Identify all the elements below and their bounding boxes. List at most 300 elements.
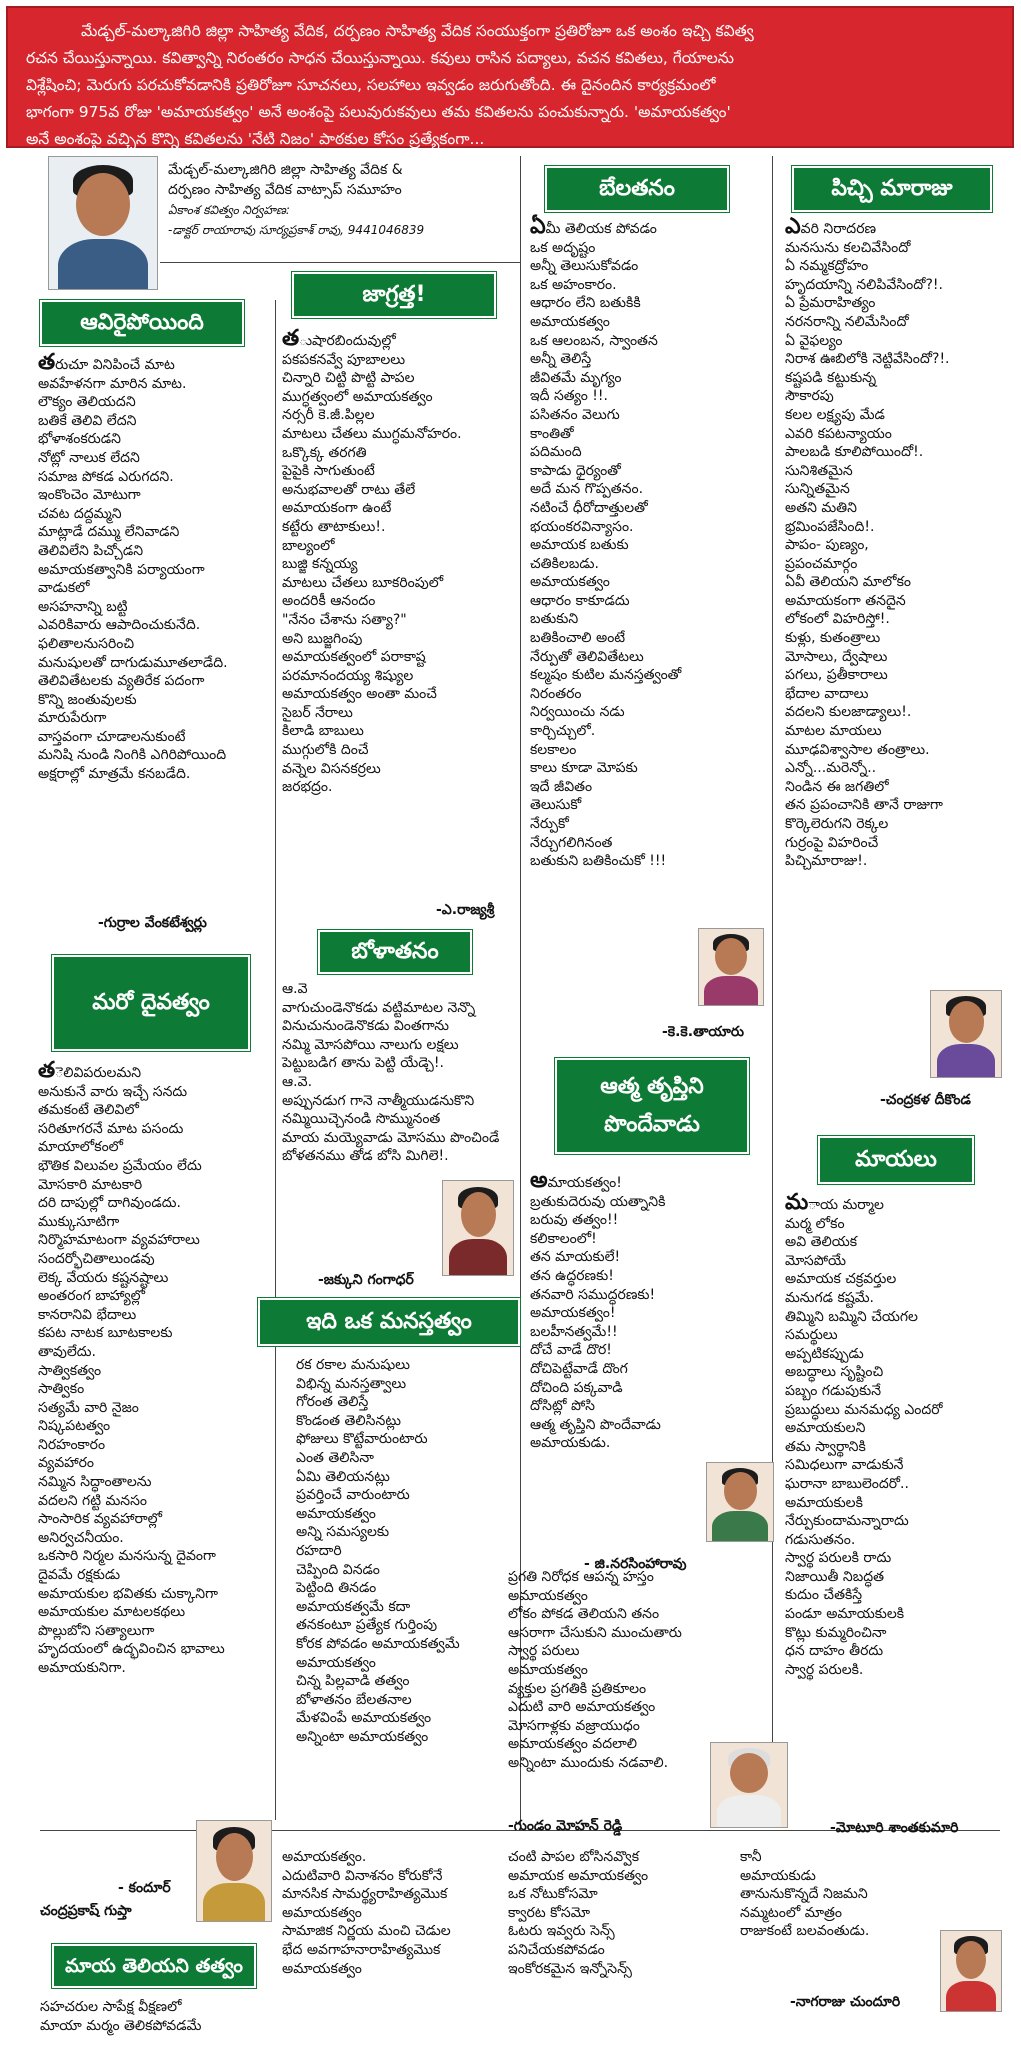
poem-line: అమాయకత్వం! xyxy=(530,1168,622,1193)
poem-line: ఒక నోటుకోసమో xyxy=(508,1886,598,1903)
poem-line: ప్రపంచమార్గం xyxy=(785,555,858,572)
poem-line: బోళాతనం బేలతనాల xyxy=(296,1691,412,1708)
poem-pichi-body xyxy=(785,214,1017,871)
poem-title-atma-text: ఆత్మ తృప్తిని పొందేవాడు xyxy=(600,1074,704,1137)
poem-line: అన్నీ తెలుసుకోవడం xyxy=(530,258,639,275)
poem-line: అమాయకుల భవితకు చుక్కానిగా xyxy=(38,1585,218,1602)
poem-line: మోసాలు, ద్వేషాలు xyxy=(785,648,888,665)
poem-line: కిలాడి బాబులు xyxy=(282,723,364,740)
poem-line: సత్యమే వారి నైజం xyxy=(38,1399,139,1416)
poem-line: తన ప్రపంచానికి తానే రాజుగా xyxy=(785,797,943,814)
poem-line: వాగుచుండెనొకడు వట్టిమాటల నెన్నొ xyxy=(282,999,476,1016)
poem-line: బతుకుని xyxy=(530,611,579,628)
poem-line: కాలు కూడా మోపకు xyxy=(530,760,638,777)
poem-title-mayalu: మాయలు xyxy=(818,1136,974,1184)
poem-line: అమాయకులని xyxy=(785,1420,866,1437)
poem-line: కానరానివి భేదాలు xyxy=(38,1306,137,1323)
group-line-2: దర్పణం సాహిత్య వేదిక వాట్సాప్ సమూహం xyxy=(168,182,402,198)
poem-line: క్వారట కోసమో xyxy=(508,1904,591,1921)
poem-line: ముగ్ధత్వంలో అమాయకత్వం xyxy=(282,388,433,405)
poem-idi-body xyxy=(296,1356,520,1746)
poem-line: నర్సరీ కె.జీ.పిల్లల xyxy=(282,407,375,424)
poem-line: నిర్వయించు నడు xyxy=(530,704,625,721)
poem-line: ఆ.వె. xyxy=(282,1073,313,1090)
banner-line: మేడ్చల్-మల్కాజిగిరి జిల్లా సాహిత్య వేదిక, దర్పణం సాహిత్య వేదిక సంయుక్తంగా ప్రతిరోజూ ఒక అంశం ఇచ్చి కవిత్వ xyxy=(81,22,754,40)
poem-line: గోరంత తెలిస్తే xyxy=(296,1394,369,1411)
poem-line: గడుసుతనం. xyxy=(785,1531,856,1548)
poem-line: తమకంటే తెలివిలో xyxy=(38,1102,139,1119)
poem-line: భయంకరవిన్యాసం. xyxy=(530,518,634,535)
poem-line: బాల్యంలో xyxy=(282,537,335,554)
poem-maya-col-3 xyxy=(508,1848,728,1978)
poem-line: అమాయకత్వం అంతా మంచే xyxy=(282,686,437,703)
poem-line: "నేనం చేశాను సత్యా?" xyxy=(282,611,407,628)
poem-line: కొండంత తెలిసినట్లు xyxy=(296,1412,401,1429)
poem-title-atma xyxy=(555,1058,749,1154)
poem-line: మాటలు చేతలు ముగ్ధమనోహరం. xyxy=(282,425,462,442)
poem-line: రాజుకంటే బలవంతుడు. xyxy=(740,1923,870,1940)
poem-line: ఎవరికివారు ఆపాదించుకునేది. xyxy=(38,617,201,634)
poem-line: కల్మషం కుటిల మనస్తత్వంతో xyxy=(530,667,682,684)
poem-line: అమాయకత్వం. xyxy=(282,1849,367,1865)
poem-line: కొట్లు కుమ్మరించినా xyxy=(785,1624,887,1641)
poem-line: పకపకనవ్వే పూబాలలు xyxy=(282,351,406,368)
poem-line: రహదారి xyxy=(296,1542,342,1559)
poem-line: కట్టేరు తాటాకులు!. xyxy=(282,518,386,535)
poem-line: నిష్కపటత్వం xyxy=(38,1418,111,1435)
drop-cap: మ xyxy=(785,1190,809,1215)
poem-line: తానునుకొన్నదే నిజమని xyxy=(740,1886,868,1903)
poem-line: లోకం పోకడ తెలియని తనం xyxy=(508,1606,660,1623)
poem-line: హృదయాన్ని నలిపివేసిందో?!. xyxy=(785,276,943,293)
poem-line: తెలివిపరులమని xyxy=(38,1058,142,1083)
poem-line: తన మాయకులే! xyxy=(530,1249,621,1266)
poem-line: వదలని గట్టి మనసం xyxy=(38,1492,148,1509)
poem-maya-col-4 xyxy=(740,1848,920,1941)
poem-line: సందర్భోచితాలుండవు xyxy=(38,1250,155,1267)
poem-line: అనుకునే వారు ఇచ్చే సనదు xyxy=(38,1083,188,1100)
poem-line: బరువు తత్వం!! xyxy=(530,1212,619,1229)
poem-line: వాస్తవంగా చూడాలనుకుంటే xyxy=(38,728,186,745)
poem-line: అవహేళనగా మారిన మాట. xyxy=(38,375,187,392)
poem-belatanam-body xyxy=(530,214,770,871)
poem-line: పైపైకి సాగుతుంటే xyxy=(282,463,375,480)
poem-line: ముక్కుసూటిగా xyxy=(38,1213,120,1230)
poem-line: అమాయకత్వం xyxy=(530,574,610,591)
poem-line: బతికే తెలివి లేదని xyxy=(38,412,137,429)
poem-line: అన్నింటా ముందుకు నడవాలి. xyxy=(508,1754,669,1771)
poem-line: రక రకాల మనుషులు xyxy=(296,1357,410,1373)
poem-line: నిజాయితీ నిబద్ధత xyxy=(785,1568,884,1585)
poem-line: నిరాశ ఊబిలోకి నెట్టివేసిందో?!. xyxy=(785,351,950,368)
poem-line: చవట దద్దమ్మని xyxy=(38,505,122,522)
poem-line: నమ్మి మోసపోయి నాలుగు లక్షలు xyxy=(282,1036,459,1053)
poem-line: కలికాలంలో! xyxy=(530,1230,597,1247)
banner-line: భాగంగా 975వ రోజు 'అమాయకత్వం' అనే అంశంపై పలువురుకవులు తమ కవితలను పంచుకున్నారు. 'అమాయకత్వం' xyxy=(26,103,731,121)
poem-line: నమ్మటంలో మాత్రం xyxy=(740,1904,842,1921)
poem-line: అప్పునడుగ గానె నాత్మీయుడనుకొని xyxy=(282,1092,475,1109)
poem-line: పెట్టింది తినడం xyxy=(296,1580,377,1597)
author-photo-pragathi xyxy=(710,1742,788,1828)
poem-line: భౌతిక విలువల ప్రమేయం లేదు xyxy=(38,1157,202,1174)
poem-line: దోచింది పక్కవాడి xyxy=(530,1379,623,1396)
poem-line: బతుకుని బతికించుకో !!! xyxy=(530,853,667,870)
poem-line: సాంసారిక వ్యవహారాల్లో xyxy=(38,1511,163,1528)
poem-line: కాపాడు ధైర్యంతో xyxy=(530,462,621,479)
poem-line: అమాయకుడు xyxy=(740,1867,816,1884)
poem-line: తిమ్మిని బమ్మిని చేయగల xyxy=(785,1308,918,1325)
banner-line: విశ్లేషించి; మెరుగు పరచుకోవడానికి ప్రతిరోజూ సూచనలు, సలహాలు ఇవ్వడం జరుగుతోంది. ఈ దైనందిన కార్యక్రమంలో xyxy=(26,76,716,94)
poem-line: అమాయకత్వం xyxy=(282,1904,362,1921)
poem-line: మోసగాళ్లకు వజ్రాయుధం xyxy=(508,1717,640,1734)
author-maro-1: - కందూర్ xyxy=(118,1880,171,1896)
poem-line: అమాయకత్వం! xyxy=(530,1305,616,1322)
poem-line: గుర్రంపై విహరించే xyxy=(785,834,879,851)
poem-line: విభిన్న మనస్తత్వాలు xyxy=(296,1375,407,1392)
drop-cap: త xyxy=(38,1058,56,1083)
poem-line: తరుచూ వినిపించే మాట xyxy=(38,350,175,375)
drop-cap: ఎ xyxy=(785,214,801,239)
poem-line: ఓటరు ఇవ్వరు సెన్స్ xyxy=(508,1923,615,1940)
poem-line: మనిషి నుండి నింగికి ఎగిరిపోయింది xyxy=(38,747,227,764)
poem-title-maya: మాయ తెలియని తత్వం xyxy=(52,1944,256,1988)
poem-line: స్వార్థ పరులకి రాదు xyxy=(785,1550,892,1567)
poem-title-belatanam: బేలతనం xyxy=(545,166,729,212)
poem-line: అందరికీ ఆనందం xyxy=(282,593,376,610)
poem-line: ఒక్కొక్క తరగతి xyxy=(282,444,367,461)
poem-line: అమాయకుల మాటలకథలు xyxy=(38,1604,186,1621)
author-pragathi: -గుండం మోహన్ రెడ్డి xyxy=(508,1818,623,1834)
poem-maro-body xyxy=(38,1058,274,1678)
poem-line: అప్పటికప్పుడు xyxy=(785,1345,864,1362)
author-photo-belatanam xyxy=(698,928,764,1006)
poem-line: తావులేదు. xyxy=(38,1343,96,1360)
poem-line: ఇంకోరకమైన ఇన్నోసెన్స్ xyxy=(508,1960,632,1977)
poem-line: దోసిట్లో పోసి xyxy=(530,1398,595,1415)
poem-line: పొల్లుబోని సత్యాలుగా xyxy=(38,1622,155,1639)
poem-line: అమాయక చక్రవర్తుల xyxy=(785,1271,897,1288)
poem-line: సమిధలుగా వాడుకునే xyxy=(785,1457,904,1474)
poem-line: వాడుకలో xyxy=(38,580,90,597)
poem-line: పండూ అమాయకులకి xyxy=(785,1606,905,1623)
poem-line: మనసును కలచివేసిందో xyxy=(785,239,911,256)
poem-line: ఫోజులు కొట్టేవారుంటారు xyxy=(296,1431,428,1448)
poem-line: ఒకసారి నిర్మల మనసున్న దైవంగా xyxy=(38,1548,216,1565)
poem-line: ఆధారం లేని బతుకికి xyxy=(530,295,641,312)
poem-line: మాయ మయ్యెవాడు మోసము పొంచిండే xyxy=(282,1129,500,1146)
divider xyxy=(160,262,520,263)
poem-line: వ్యక్తుల ప్రగతికి ప్రతికూలం xyxy=(508,1680,647,1697)
poem-line: భేద అవగాహనారాహిత్యమొక xyxy=(282,1941,441,1958)
poem-line: ఏ ప్రేమరాహిత్యం xyxy=(785,295,876,312)
poem-title-pichi: పిచ్చి మారాజు xyxy=(792,166,992,212)
poem-line: కోరక పోవడం అమాయకత్వమే xyxy=(296,1635,460,1652)
author-belatanam: -కె.కె.తాయారు xyxy=(662,1024,745,1040)
poem-line: అమాయకులకి xyxy=(785,1494,863,1511)
author-photo-pichi xyxy=(930,990,1002,1078)
poem-line: వదలని కులజాడ్యాలు!. xyxy=(785,704,912,721)
intro-banner xyxy=(6,6,1014,148)
poem-avirai-body xyxy=(38,350,274,784)
poem-line: ధన దాహం తీరదు xyxy=(785,1643,884,1660)
poem-line: మాటల మాయలు xyxy=(785,723,882,740)
poem-line: స్వార్థ పరులకి. xyxy=(785,1661,864,1678)
poem-line: దోచే వాడే దొర! xyxy=(530,1342,612,1359)
poem-line: నేర్పుకో xyxy=(530,816,569,832)
group-line-4: -డాక్టర్ రాయారావు సూర్యప్రకాశ్ రావు, 9441046839 xyxy=(168,223,425,237)
author-mayalu: -మోటూరి శాంతకుమారి xyxy=(830,1820,959,1836)
poem-line: అని బుజ్జగింపు xyxy=(282,630,363,647)
poem-line: ఒక అహంకారం. xyxy=(530,276,617,293)
poem-line: తమ స్వార్థానికి xyxy=(785,1438,866,1455)
group-line-3: ఏకాంశ కవిత్వం నిర్వహణ: xyxy=(168,203,290,217)
poem-line: సమర్థులు xyxy=(785,1327,838,1344)
poem-line: సహచరుల సాపేక్ష వీక్షణలో xyxy=(40,1999,182,2015)
author-photo-maro xyxy=(196,1820,272,1922)
poem-atma-body xyxy=(530,1168,770,1453)
poem-line: ముగ్గులోకి దించే xyxy=(282,742,369,759)
author-bolatanam: -జక్కుని గంగాధర్ xyxy=(318,1272,414,1288)
poem-line: బలహీనత్వమే!! xyxy=(530,1323,618,1340)
poem-line: అమాయకత్వంలో పరాకాష్ట xyxy=(282,649,426,666)
drop-cap: త xyxy=(38,350,56,375)
poem-line: అమాయకత్వం xyxy=(530,313,610,330)
poem-line: చిన్నారి చిట్టి పొట్టి పాపల xyxy=(282,370,415,387)
poem-line: నోట్లో నాలుక లేదని xyxy=(38,449,140,466)
poem-maya-col-1 xyxy=(40,1998,280,2035)
poem-line: కాంతితో xyxy=(530,425,574,442)
author-atma: - జి.నరసింహారావు xyxy=(584,1556,687,1572)
poem-line: ఇదే జీవితం xyxy=(530,778,593,795)
poem-line: సాత్వికత్వం xyxy=(38,1362,102,1379)
author-photo-maya xyxy=(940,1930,1002,2012)
poem-line: కార్చిచ్చులో. xyxy=(530,723,596,740)
author-pichi: -చంద్రకళ దీకొండ xyxy=(880,1092,971,1108)
poem-line: ఏవీ తెలియని మాలోకం xyxy=(785,574,911,591)
author-avirai: -గుర్రాల వేంకటేశ్వర్లు xyxy=(98,915,207,931)
poem-line: నేర్చుగలిగినంత xyxy=(530,834,613,851)
poem-line: అమాయకత్వానికి పర్యాయంగా xyxy=(38,561,205,578)
poem-line: నమ్మిన సిద్ధాంతాలను xyxy=(38,1474,152,1491)
banner-line: రచన చేయిస్తున్నాయి. కవిత్వాన్ని నిరంతరం సాధన చేయిస్తున్నాయి. కవులు రాసిన పద్యాలు, వచన కవితలు, గేయాలను xyxy=(26,49,734,67)
poem-line: లౌక్యం తెలియదని xyxy=(38,394,136,411)
poem-line: నిరంతరం xyxy=(530,685,582,702)
poem-line: పాపం- పుణ్యం, xyxy=(785,537,869,554)
poem-line: చెప్పింది వినడం xyxy=(296,1561,380,1578)
poem-line: కొర్కెలెరుగని రెక్కల xyxy=(785,816,889,832)
poem-line: అంతరంగ బాహ్యాల్లో xyxy=(38,1288,146,1305)
poem-title-bolatanam: బోళాతనం xyxy=(318,930,472,974)
poem-line: నేర్పుకుందామన్నారాదు xyxy=(785,1513,909,1530)
poem-maya-col-2 xyxy=(282,1848,502,1978)
poem-line: మాయా మర్మం తెలికపోవడమే xyxy=(40,2017,202,2034)
poem-line: నరనరాన్ని నలిమేసిందో xyxy=(785,313,909,330)
poem-mayalu-body xyxy=(785,1190,1017,1679)
poem-line: కొన్ని జంతువులకు xyxy=(38,691,137,708)
poem-line: మర్మ లోకం xyxy=(785,1215,845,1232)
poem-line: తనకంటూ ప్రత్యేక గుర్తింపు xyxy=(296,1617,438,1634)
poem-line: జీవితమే మృగ్యం xyxy=(530,369,622,386)
poem-line: తనవారి సముద్ధరణకు! xyxy=(530,1286,656,1303)
poem-line: సాత్వికం xyxy=(38,1381,85,1398)
poem-line: తెలివిలేని పిచ్చోడని xyxy=(38,542,144,559)
poem-line: ఏ వైఫల్యం xyxy=(785,332,843,349)
poem-line: బోళతనము తోడ బోసి మిగిలె!. xyxy=(282,1148,449,1165)
poem-line: మానసిక సామర్థ్యరాహిత్యమొక xyxy=(282,1886,448,1903)
poem-line: ఎంత తెలిసినా xyxy=(296,1449,374,1466)
poem-line: లోకంలో విహరిస్తో!. xyxy=(785,611,890,628)
poem-line: నిర్మొహమాటంగా వ్యవహారాలు xyxy=(38,1232,200,1249)
poem-line: అమాయకంగా ఉంటే xyxy=(282,500,392,517)
poem-line: సౌకారపు xyxy=(785,388,834,405)
poem-line: అమాయకుడు. xyxy=(530,1435,611,1452)
poem-line: సామాజిక నిర్ణయ మంచి చెడుల xyxy=(282,1923,451,1940)
poem-line: ఇదీ సత్యం !!. xyxy=(530,388,608,405)
poem-line: మనుషులతో దాగుడుమూతలాడేది. xyxy=(38,654,228,671)
poem-line: కుళ్లు, కుతంత్రాలు xyxy=(785,630,881,647)
poem-line: ఎవరి నిరాదరణ xyxy=(785,214,877,239)
poem-line: మనుగడ కష్టమే. xyxy=(785,1289,875,1306)
poem-line: పనిచేయకపోవడం xyxy=(508,1941,605,1958)
poem-line: భేదాల వాదాలు xyxy=(785,685,869,702)
group-heading xyxy=(168,160,424,240)
poem-line: నమ్మియిచ్చెనండి సొమ్మునంత xyxy=(282,1111,441,1128)
poem-line: మేళవింపే అమాయకత్వం xyxy=(296,1710,432,1727)
poem-line: అవి తెలియక xyxy=(785,1234,858,1251)
poem-line: నిరహంకారం xyxy=(38,1436,106,1453)
poem-line: పరమానందయ్య శిష్యుల xyxy=(282,667,414,684)
poem-line: ఘరానా బాబులెందరో.. xyxy=(785,1475,909,1492)
poem-line: బతికించాలి అంటే xyxy=(530,630,626,647)
poem-title-avirai: ఆవిరైపోయింది xyxy=(40,300,244,346)
poem-line: కష్టపడి కట్టుకున్న xyxy=(785,369,877,386)
poem-line: అనిర్వచనీయం. xyxy=(38,1529,124,1546)
poem-line: తెలుసుకో xyxy=(530,797,582,814)
poem-line: సైబర్ నేరాలు xyxy=(282,704,353,721)
organizer-photo xyxy=(48,156,158,290)
poem-line: ప్రగతి నిరోధక ఆపన్న హస్తం xyxy=(508,1569,654,1585)
poem-line: అమాయక బతుకు xyxy=(530,537,629,554)
poem-line: దోచిపెట్టేవాడే దొంగ xyxy=(530,1360,628,1377)
poem-line: అమాయకత్వం xyxy=(296,1505,376,1522)
poem-line: అమాయకునిగా. xyxy=(38,1660,126,1676)
poem-line: మాయ మర్మాల xyxy=(785,1190,884,1215)
poem-line: అమాయకత్వమే కదా xyxy=(296,1598,411,1615)
poem-line: పగలు, ప్రతీకారాలు xyxy=(785,667,888,684)
poem-line: మారుపేరుగా xyxy=(38,710,107,727)
author-maro-2: చంద్రప్రకాష్ గుప్తా xyxy=(40,1903,132,1919)
author-maya: -నాగరాజు చుందూరి xyxy=(790,1994,901,2010)
poem-line: ఆసరాగా చేసుకుని ముంచుతారు xyxy=(508,1624,682,1641)
poem-title-jagratha: జాగ్రత్త! xyxy=(292,272,496,318)
poem-title-idi: ఇది ఒక మనస్తత్వం xyxy=(258,1298,520,1346)
poem-line: కపట నాటక బూటకాలకు xyxy=(38,1325,173,1342)
poem-line: చంటి పాపల బోసినవ్వొక xyxy=(508,1849,640,1865)
poem-line: అన్నింటా అమాయకత్వం xyxy=(296,1728,429,1745)
poem-line: అన్నీ తెలిస్తే xyxy=(530,351,592,368)
poem-line: కలల లక్ష్యపు మేడ xyxy=(785,406,885,423)
poem-line: అదే మన గొప్పతనం. xyxy=(530,481,644,498)
poem-line: నిండిన ఈ జగతిలో xyxy=(785,778,889,795)
poem-line: కుదుం చేతకిస్తే xyxy=(785,1587,863,1604)
poem-line: బ్రతుకుదెరువు యత్నానికి xyxy=(530,1193,666,1210)
poem-line: దైవమే రక్షకుడు xyxy=(38,1567,121,1584)
poem-line: అమాయకత్వం xyxy=(508,1587,588,1604)
poem-line: తెలివితేటలకు వ్యతిరేక పదంగా xyxy=(38,673,205,690)
author-photo-bolatanam xyxy=(442,1180,514,1276)
poem-line: ఆ.వె xyxy=(282,981,308,997)
banner-line: అనే అంశంపై వచ్చిన కొన్ని కవితలను 'నేటి నిజం' పాఠకుల కోసం ప్రత్యేకంగా... xyxy=(26,130,485,148)
poem-line: నటించే ధీరోదాత్తులతో xyxy=(530,499,648,516)
poem-line: అమాయకత్వం xyxy=(296,1654,376,1671)
poem-line: అమాయకత్వం xyxy=(508,1661,588,1678)
poem-line: సునిశితమైన xyxy=(785,462,853,479)
poem-line: కలకాలం xyxy=(530,741,577,758)
poem-line: అన్ని సమస్యలకు xyxy=(296,1524,390,1541)
poem-line: ఎదుటివారి వినాశనం కోరుకోనే xyxy=(282,1867,443,1884)
poem-line: అసహనాన్ని బట్టి xyxy=(38,598,128,615)
poem-line: ఆత్మ తృప్తిని పొందేవాడు xyxy=(530,1416,661,1433)
poem-line: పబ్బం గడుపుకునే xyxy=(785,1382,882,1399)
poem-jagratha-body xyxy=(282,326,518,797)
poem-line: ఏమి తెలియనట్లు xyxy=(296,1468,390,1485)
drop-cap: అ xyxy=(530,1168,548,1193)
poem-line: జరభద్రం. xyxy=(282,779,333,796)
poem-line: ఎన్నో...మరెన్నో.. xyxy=(785,760,877,777)
poem-line: వ్యవహారం xyxy=(38,1455,95,1472)
drop-cap: త xyxy=(282,326,300,351)
poem-line: ఎదుటి వారి అమాయకత్వం xyxy=(508,1699,656,1716)
group-line-1: మేడ్చల్-మల్కాజిగిరి జిల్లా సాహిత్య వేదిక & xyxy=(168,162,403,178)
poem-line: ప్రవర్తించే వారుంటారు xyxy=(296,1487,410,1504)
poem-line: లెక్క వేయరు కష్టనష్టాలు xyxy=(38,1269,169,1286)
poem-line: తన ఉద్ధరణకు! xyxy=(530,1267,614,1284)
poem-line: వన్నెల విసనకర్రలు xyxy=(282,760,381,777)
author-photo-atma xyxy=(706,1462,774,1542)
poem-line: భ్రమింపజేసింది!. xyxy=(785,518,875,535)
poem-line: నేర్పుతో తెలివితేటలు xyxy=(530,648,644,665)
poem-line: మాట్లాడే దమ్ము లేనివాడని xyxy=(38,524,180,541)
poem-line: ఒక అదృష్టం xyxy=(530,239,596,256)
poem-line: మోసకారి మాటకారి xyxy=(38,1176,143,1193)
poem-line: ఇంకొంచెం మోటుగా xyxy=(38,487,141,504)
poem-title-maro-text: మరో దైవత్వం xyxy=(92,990,210,1015)
poem-line: హృదయంలో ఉద్భవించిన భావాలు xyxy=(38,1641,225,1658)
poem-line: ప్రబుద్ధులు మనమధ్య ఎందరో xyxy=(785,1401,943,1418)
poem-line: ఎవరి కపటన్యాయం xyxy=(785,425,892,442)
poem-line: పాలబడి కూలిపోయిందో!. xyxy=(785,444,924,461)
poem-line: మాయాలోకంలో xyxy=(38,1139,124,1156)
poem-line: పిచ్చిమారాజు!. xyxy=(785,853,868,870)
poem-line: వినుచునుండెనొకడు వింతగాను xyxy=(282,1018,449,1035)
poem-line: పసితనం వెలుగు xyxy=(530,406,620,423)
poem-line: భోళాశంకరుడని xyxy=(38,431,121,448)
poem-line: అక్షరాల్లో మాత్రమే కనబడేది. xyxy=(38,766,191,783)
poem-line: అనుభవాలతో రాటు తేలే xyxy=(282,481,416,498)
poem-line: పెట్టుబడిగ తాను పెట్టి యేడ్చె!. xyxy=(282,1055,444,1072)
poem-line: పదిమంది xyxy=(530,444,582,461)
poem-line: మాటలు చేతలు బూకరింపులో xyxy=(282,574,444,591)
poem-line: సరితూగరనే మాట పసందు xyxy=(38,1120,184,1137)
poem-line: చతికిలబడు. xyxy=(530,555,599,572)
poem-line: మోసపోయే xyxy=(785,1252,846,1269)
poem-title-maro xyxy=(52,955,250,1051)
poem-line: అమాయకత్వం వదలాలి xyxy=(508,1736,638,1753)
drop-cap: ఏ xyxy=(530,214,546,239)
poem-line: అతని మతిని xyxy=(785,499,857,516)
poem-line: అబద్ధాలు సృష్టించి xyxy=(785,1364,884,1381)
poem-line: స్వార్థ పరులు xyxy=(508,1643,580,1660)
